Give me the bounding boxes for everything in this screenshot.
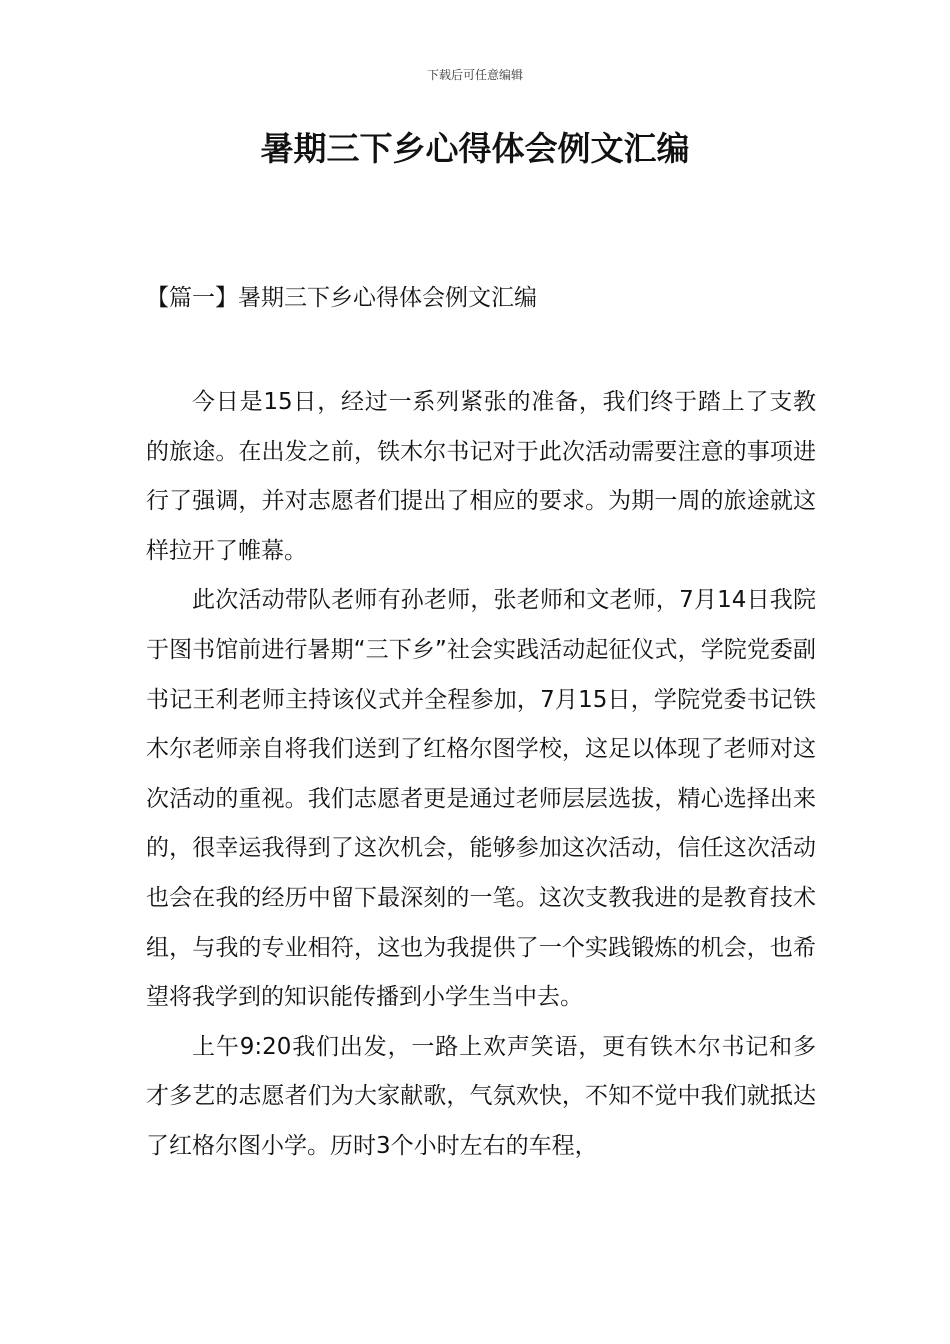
paragraph-3: 上午9:20我们出发，一路上欢声笑语，更有铁木尔书记和多才多艺的志愿者们为大家献歌，气氛欢快，不知不觉中我们就抵达了红格尔图小学。历时3个小时左右的车程， <box>146 1033 816 1159</box>
paragraph-1: 今日是15日，经过一系列紧张的准备，我们终于踏上了支教的旅途。在出发之前，铁木尔书记对于此次活动需要注意的事项进行了强调，并对志愿者们提出了相应的要求。为期一周的旅途就这样拉开了帷幕。 <box>146 389 816 564</box>
section-heading: 【篇一】暑期三下乡心得体会例文汇编 <box>146 285 537 311</box>
body-text <box>146 378 816 1172</box>
header-note: 下载后可任意编辑 <box>426 68 523 82</box>
document-title: 暑期三下乡心得体会例文汇编 <box>260 129 690 168</box>
paragraph-2: 此次活动带队老师有孙老师，张老师和文老师，7月14日我院于图书馆前进行暑期“三下乡”社会实践活动起征仪式，学院党委副书记王利老师主持该仪式并全程参加，7月15日，学院党委书记铁木尔老师亲自将我们送到了红格尔图学校，这足以体现了老师对这次活动的重视。我们志愿者更是通过老师层层选拔，精心选择出来的，很幸运我得到了这次机会，能够参加这次活动，信任这次活动也会在我的经历中留下最深刻的一笔。这次支教我进的是教育技术组，与我的专业相符，这也为我提供了一个实践锻炼的机会，也希望将我学到的知识能传播到小学生当中去。 <box>146 587 816 1011</box>
